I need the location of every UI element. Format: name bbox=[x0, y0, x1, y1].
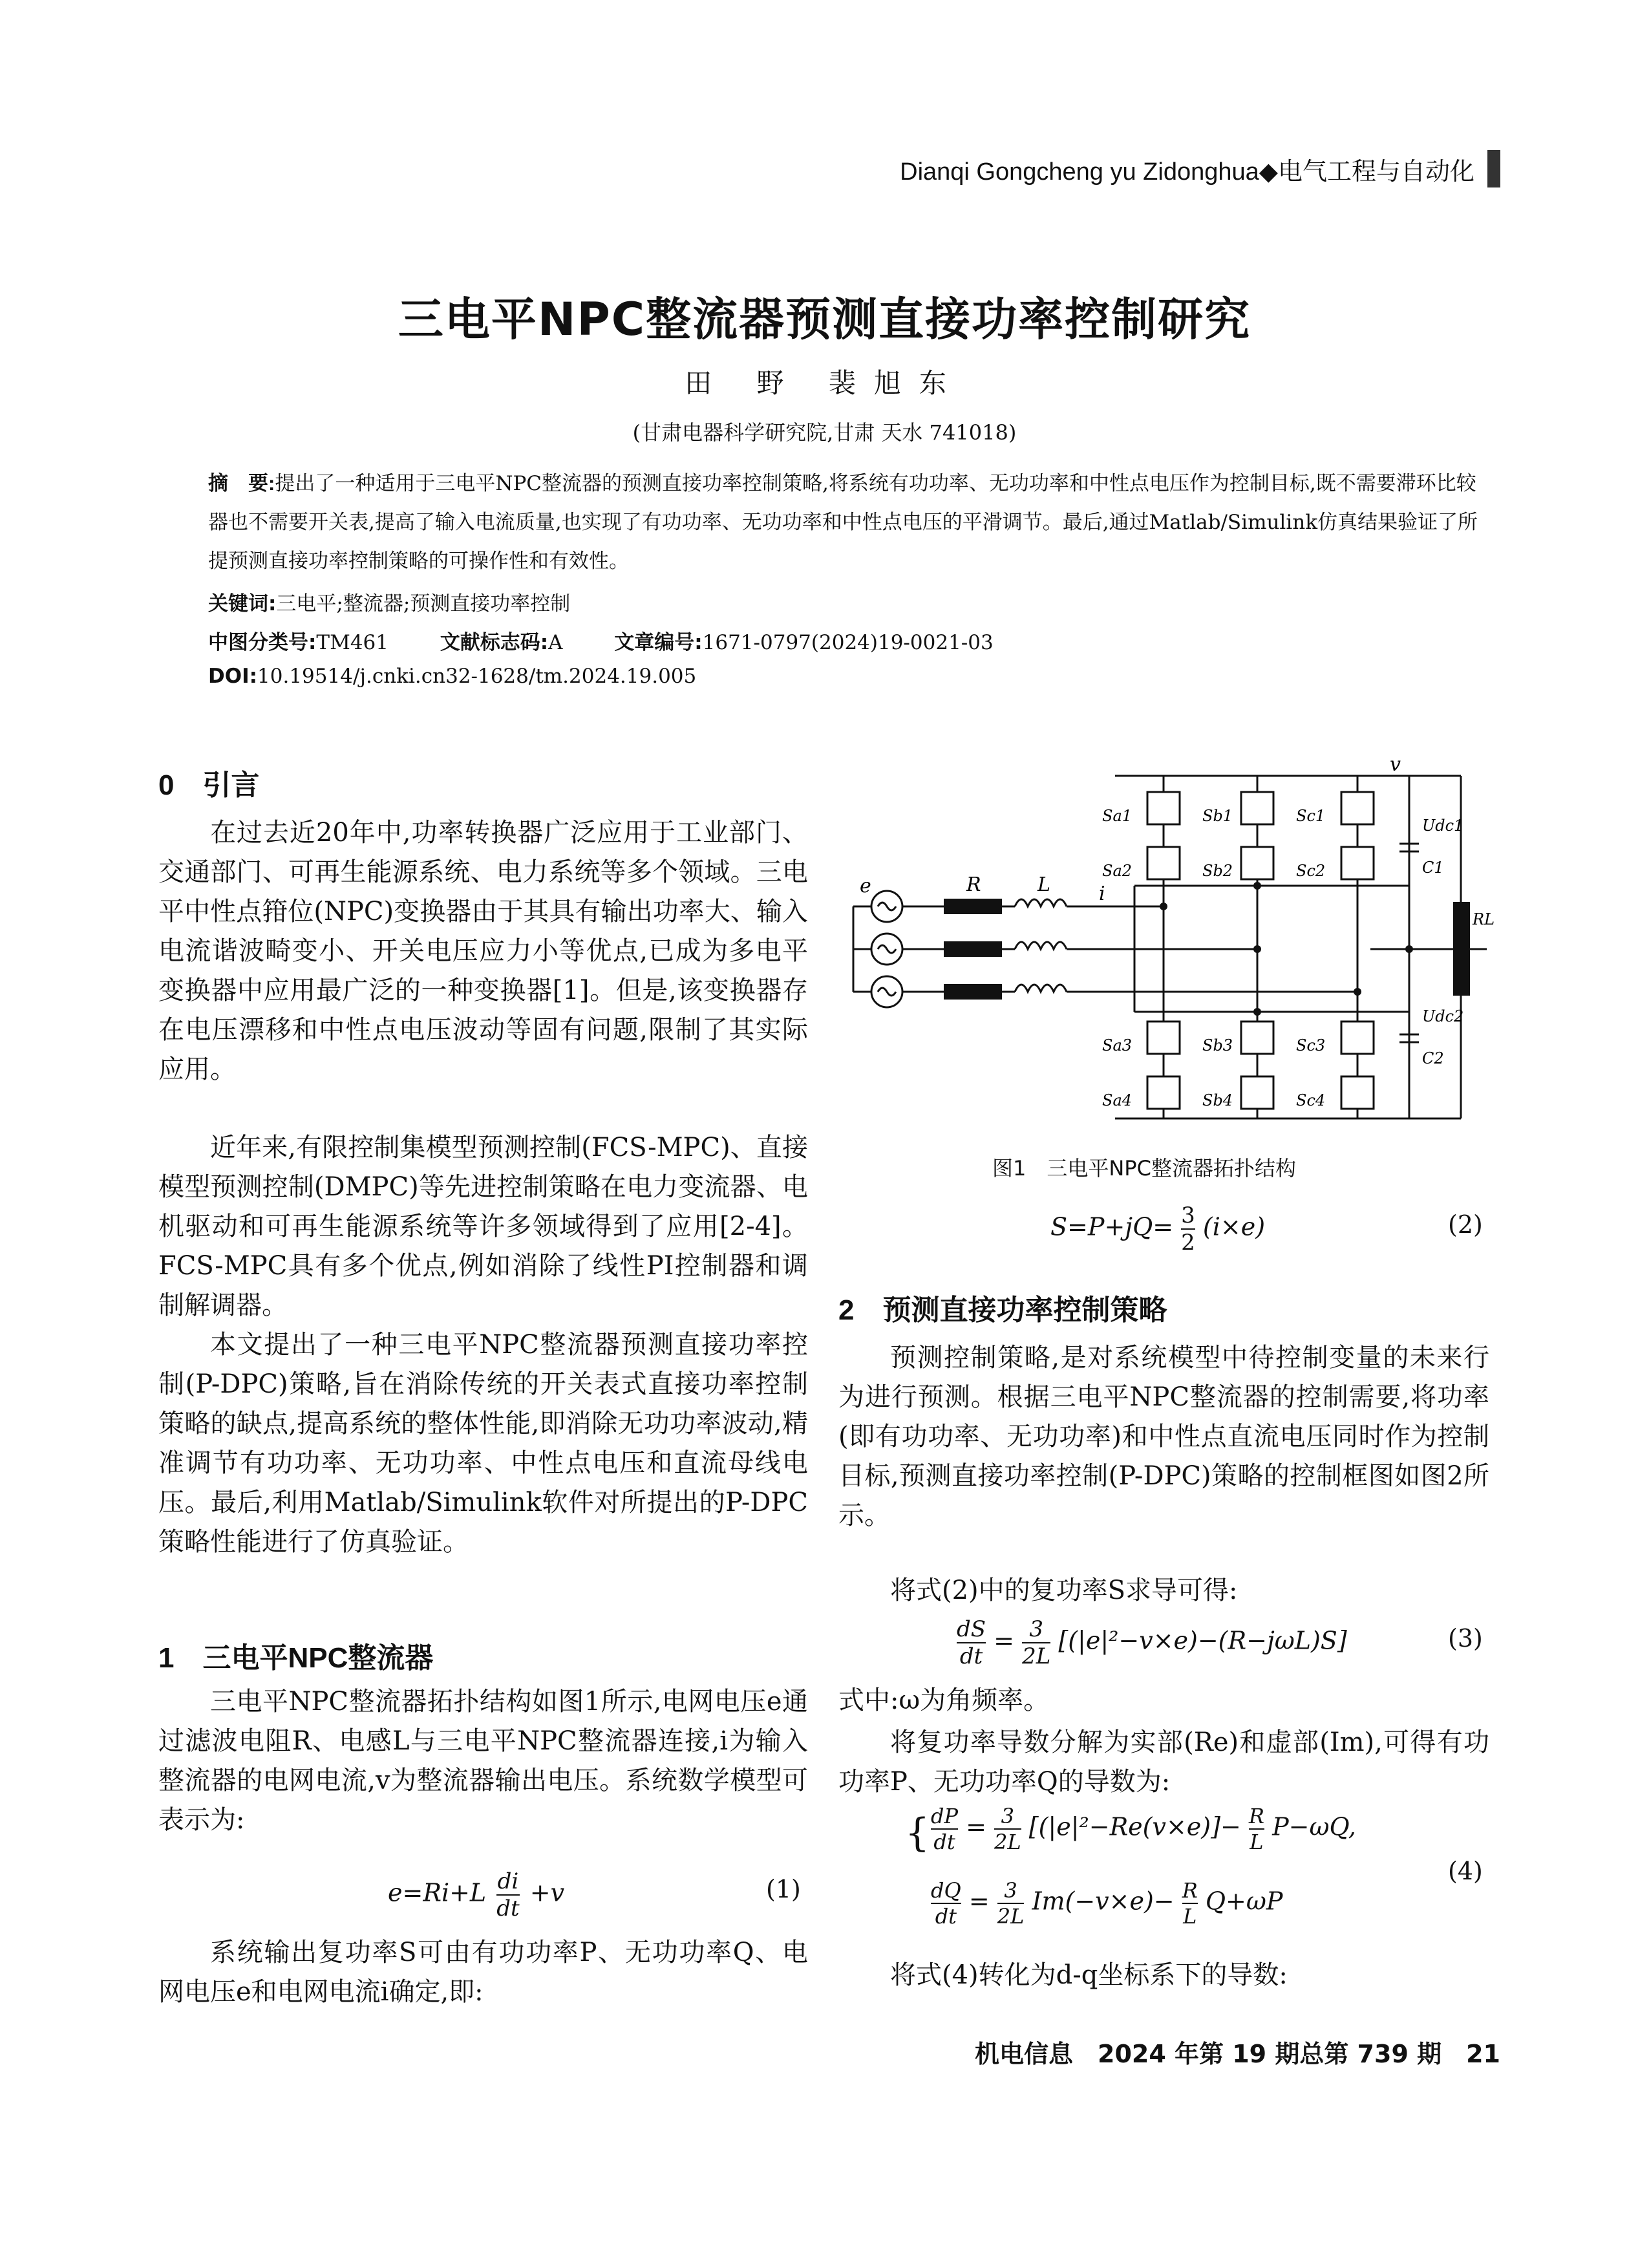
equation-4-brace: { bbox=[905, 1810, 930, 1856]
fig-label-i: i bbox=[1099, 883, 1105, 905]
equation-3-number: (3) bbox=[1448, 1624, 1483, 1653]
equation-1-number: (1) bbox=[766, 1875, 801, 1903]
authors: 田 野 裴旭东 bbox=[685, 367, 964, 399]
clc-value: TM461 bbox=[316, 631, 388, 654]
paragraph-intro-2: 近年来,有限控制集模型预测控制(FCS-MPC)、直接模型预测控制(DMPC)等先进控制策略在电力变流器、电机驱动和可再生能源系统等许多领域得到了应用[2-4]。FCS-MPC具有多个优点,例如消除了线性PI控制器和调制解调器。 bbox=[158, 1133, 808, 1320]
fig-label-udc1: Udc1 bbox=[1422, 817, 1464, 835]
equation-4-line-2: $\frac{dQ}{dt}$ = $\frac{3}{2L}$ Im(−v×e)− $\frac{R}{L}$ Q+ωP bbox=[931, 1878, 1283, 1929]
fig-label-sa3: Sa3 bbox=[1102, 1036, 1133, 1054]
equation-2: S=P+jQ= $\frac{3}{2}$ (i×e) bbox=[1050, 1203, 1266, 1256]
journal-header bbox=[900, 150, 1500, 187]
fig-label-sa4: Sa4 bbox=[1102, 1091, 1133, 1109]
paragraph-complex-power: 系统输出复功率S可由有功功率P、无功功率Q、电网电压e和电网电流i确定,即: bbox=[158, 1938, 808, 2007]
article-no-value: 1671-0797(2024)19-0021-03 bbox=[702, 631, 994, 654]
paragraph-decompose: 将复功率导数分解为实部(Re)和虚部(Im),可得有功功率P、无功功率Q的导数为: bbox=[838, 1728, 1489, 1797]
fig-label-L: L bbox=[1037, 873, 1050, 896]
fig-label-sb1: Sb1 bbox=[1202, 807, 1233, 825]
abstract bbox=[208, 464, 1488, 581]
doc-code-label: 文献标志码: bbox=[440, 631, 549, 654]
journal-name: Dianqi Gongcheng yu Zidonghua◆电气工程与自动化 bbox=[900, 158, 1474, 186]
section-2-heading: 2 预测直接功率控制策略 bbox=[838, 1294, 1167, 1326]
section-0-heading: 0 引言 bbox=[158, 769, 260, 801]
paragraph-intro-3: 本文提出了一种三电平NPC整流器预测直接功率控制(P-DPC)策略,旨在消除传统的开关表式直接功率控制策略的缺点,提高系统的整体性能,即消除无功功率波动,精准调节有功功率、无功功率、中性点电压和直流母线电压。最后,利用Matlab/Simulink软件对所提出的P-DPC策略性能进行了仿真验证。 bbox=[158, 1330, 808, 1557]
paragraph-intro-1: 在过去近20年中,功率转换器广泛应用于工业部门、交通部门、可再生能源系统、电力系统等多个领域。三电平中性点箝位(NPC)变换器由于其具有输出功率大、输入电流谐波畸变小、开关电压应力小等优点,已成为多电平变换器中应用最广泛的一种变换器[1]。但是,该变换器存在电压漂移和中性点电压波动等固有问题,限制了其实际应用。 bbox=[158, 818, 808, 1084]
fig-label-sc3: Sc3 bbox=[1296, 1036, 1326, 1054]
fig-label-c2: C2 bbox=[1422, 1049, 1444, 1067]
fig-label-sb4: Sb4 bbox=[1202, 1091, 1233, 1109]
paragraph-topology: 三电平NPC整流器拓扑结构如图1所示,电网电压e通过滤波电阻R、电感L与三电平NPC整流器连接,i为输入整流器的电网电流,v为整流器输出电压。系统数学模型可表示为: bbox=[158, 1687, 808, 1835]
fig-label-c1: C1 bbox=[1422, 859, 1444, 877]
equation-4-number: (4) bbox=[1448, 1857, 1483, 1885]
paper-title: 三电平NPC整流器预测直接功率控制研究 bbox=[398, 293, 1251, 346]
equation-1: e=Ri+L $\frac{di}{dt}$ +v bbox=[388, 1868, 565, 1921]
fig-label-sc1: Sc1 bbox=[1296, 807, 1326, 825]
doc-code-value: A bbox=[548, 631, 563, 654]
fig-label-sb2: Sb2 bbox=[1202, 862, 1233, 880]
article-no-label: 文章编号: bbox=[614, 631, 703, 654]
equation-3: $\frac{dS}{dt}$ = $\frac{3}{2L}$ [(|e|²−v×e)−(R−jωL)S] bbox=[957, 1616, 1347, 1669]
doi-row bbox=[208, 665, 696, 688]
fig-label-sc2: Sc2 bbox=[1296, 862, 1326, 880]
paragraph-derivative: 将式(2)中的复功率S求导可得: bbox=[890, 1576, 1238, 1605]
classification-row bbox=[208, 626, 994, 655]
fig-label-v: v bbox=[1390, 753, 1401, 776]
fig-label-sc4: Sc4 bbox=[1296, 1091, 1326, 1109]
abstract-text: 提出了一种适用于三电平NPC整流器的预测直接功率控制策略,将系统有功功率、无功功率和中性点电压作为控制目标,既不需要滞环比较器也不需要开关表,提高了输入电流质量,也实现了有功功率、无功功率和中性点电压的平滑调节。最后,通过Matlab/Simulink仿真结果验证了所提预测直接功率控制策略的可操作性和有效性。 bbox=[208, 472, 1478, 573]
clc-label: 中图分类号: bbox=[208, 631, 317, 654]
doi-value: 10.19514/j.cnki.cn32-1628/tm.2024.19.005 bbox=[257, 665, 697, 688]
fig-label-udc2: Udc2 bbox=[1422, 1007, 1464, 1025]
affiliation: (甘肃电器科学研究院,甘肃 天水 741018) bbox=[632, 420, 1017, 445]
fig-label-rl: RL bbox=[1473, 910, 1495, 928]
abstract-label: 摘 要: bbox=[208, 472, 275, 495]
fig-label-sb3: Sb3 bbox=[1202, 1036, 1233, 1054]
figure-1-circuit bbox=[840, 753, 1495, 1144]
equation-4-line-1: $\frac{dP}{dt}$ = $\frac{3}{2L}$ [(|e|²−Re(v×e)]− $\frac{R}{L}$ P−ωQ, bbox=[931, 1804, 1356, 1854]
paragraph-omega: 式中:ω为角频率。 bbox=[838, 1685, 1050, 1715]
keywords-text: 三电平;整流器;预测直接功率控制 bbox=[276, 592, 571, 615]
header-bar bbox=[1487, 150, 1500, 187]
fig-label-e: e bbox=[860, 875, 871, 897]
page-footer: 机电信息 2024 年第 19 期总第 739 期 21 bbox=[975, 2040, 1500, 2068]
figure-1-caption: 图1 三电平NPC整流器拓扑结构 bbox=[992, 1156, 1296, 1181]
fig-label-R: R bbox=[966, 873, 981, 896]
equation-2-number: (2) bbox=[1448, 1210, 1483, 1239]
fig-label-sa2: Sa2 bbox=[1102, 862, 1133, 880]
keywords-label: 关键词: bbox=[208, 592, 277, 615]
doi-label: DOI: bbox=[208, 665, 258, 688]
paragraph-prediction: 预测控制策略,是对系统模型中待控制变量的未来行为进行预测。根据三电平NPC整流器的控制需要,将功率(即有功功率、无功功率)和中性点直流电压同时作为控制目标,预测直接功率控制(P-DPC)策略的控制框图如图2所示。 bbox=[838, 1343, 1489, 1530]
paragraph-dq: 将式(4)转化为d-q坐标系下的导数: bbox=[890, 1960, 1288, 1990]
section-1-heading: 1 三电平NPC整流器 bbox=[158, 1642, 434, 1674]
keywords bbox=[208, 587, 570, 616]
fig-label-sa1: Sa1 bbox=[1102, 807, 1133, 825]
